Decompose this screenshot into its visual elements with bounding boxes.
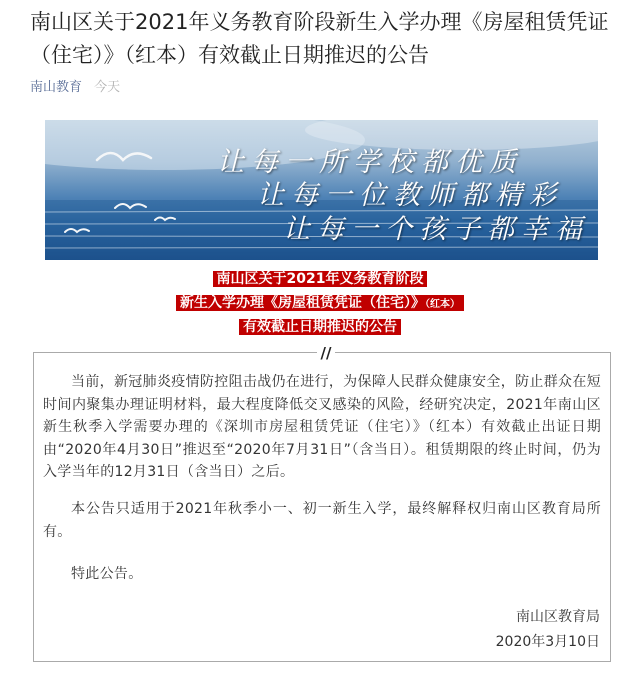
- notice-paragraph-1: 当前，新冠肺炎疫情防控阻击战仍在进行，为保障人民群众健康安全，防止群众在短时间内聚集办理证明材料，最大程度降低交叉感染的风险，经研究决定，2021年南山区新生秋季入学需要办理的《深圳市房屋租赁凭证（住宅）》（红本）有效截止出证日期由“2020年4月30日”推迟至“2020年7月31日”（含当日）。租赁期限的终止时间，仍为入学当年的12月31日（含当日）之后。: [43, 374, 601, 480]
- publish-time: 今天: [94, 80, 121, 95]
- banner-image: [45, 120, 598, 260]
- slogan-2: 让每一位教师都精彩: [257, 180, 563, 211]
- notice-paragraph-2: 本公告只适用于2021年秋季小一、初一新生入学，最终解释权归南山区教育局所有。: [43, 501, 601, 540]
- signature-date: 2020年3月10日: [495, 634, 600, 650]
- account-name-link[interactable]: 南山教育: [30, 80, 83, 95]
- headline-line-3: [0, 316, 640, 337]
- headline-text-2-small: （红本）: [425, 299, 460, 310]
- article-meta: [30, 76, 120, 95]
- signature-org: 南山区教育局: [516, 609, 600, 625]
- slogan-1: 让每一所学校都优质: [217, 147, 523, 178]
- headline-text-1: 南山区关于2021年义务教育阶段: [213, 271, 428, 287]
- headline-text-2: [176, 295, 464, 311]
- headline-text-3: 有效截止日期推迟的公告: [239, 319, 401, 335]
- article-title: 南山区关于2021年义务教育阶段新生入学办理《房屋租赁凭证（住宅）》（红本）有效截止日期推迟的公告: [30, 10, 609, 67]
- headline-line-2: [0, 292, 640, 315]
- slogan-3: 让每一个孩子都幸福: [283, 214, 589, 245]
- notice-paragraph-3: 特此公告。: [71, 566, 143, 582]
- slash-divider: //: [317, 343, 335, 363]
- headline-text-2-main: 新生入学办理《房屋租赁凭证（住宅）》: [180, 295, 425, 311]
- headline-line-1: [0, 268, 640, 289]
